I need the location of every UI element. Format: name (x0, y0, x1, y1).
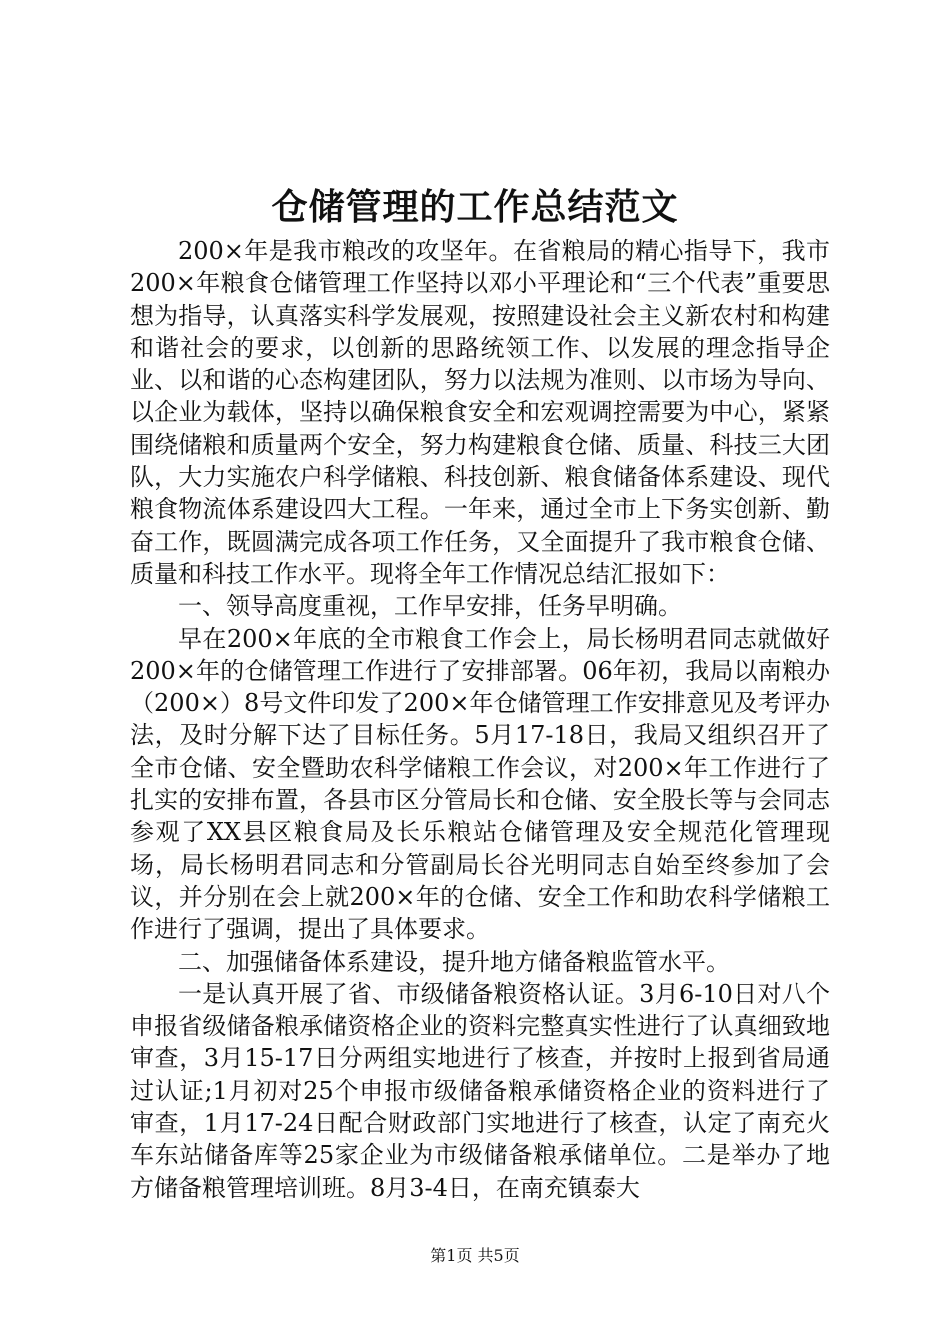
paragraph-intro: 200×年是我市粮改的攻坚年。在省粮局的精心指导下，我市200×年粮食仓储管理工作坚持以邓小平理论和“三个代表”重要思想为指导，认真落实科学发展观，按照建设社会主义新农村和构建和谐社会的要求，以创新的思路统领工作、以发展的理念指导企业、以和谐的心态构建团队，努力以法规为准则、以市场为导向、以企业为载体，坚持以确保粮食安全和宏观调控需要为中心，紧紧围绕储粮和质量两个安全，努力构建粮食仓储、质量、科技三大团队，大力实施农户科学储粮、科技创新、粮食储备体系建设、现代粮食物流体系建设四大工程。一年来，通过全市上下务实创新、勤奋工作，既圆满完成各项工作任务，又全面提升了我市粮食仓储、质量和科技工作水平。现将全年工作情况总结汇报如下： (130, 237, 830, 588)
paragraph-section-2: 一是认真开展了省、市级储备粮资格认证。3月6-10日对八个申报省级储备粮承储资格企业的资料完整真实性进行了认真细致地审查，3月15-17日分两组实地进行了核查，并按时上报到省局通过认证;1月初对25个申报市级储备粮承储资格企业的资料进行了审查，1月17-24日配合财政部门实地进行了核查，认定了南充火车东站储备库等25家企业为市级储备粮承储单位。二是举办了地方储备粮管理培训班。8月3-4日，在南充镇泰大 (130, 979, 830, 1202)
paragraph-section-1: 早在200×年底的全市粮食工作会上，局长杨明君同志就做好200×年的仓储管理工作进行了安排部署。06年初，我局以南粮办（200×）8号文件印发了200×年仓储管理工作安排意见及考评办法，及时分解下达了目标任务。5月17-18日，我局又组织召开了全市仓储、安全暨助农科学储粮工作会议，对200×年工作进行了扎实的安排布置，各县市区分管局长和仓储、安全股长等与会同志参观了XX县区粮食局及长乐粮站仓储管理及安全规范化管理现场，局长杨明君同志和分管副局长谷光明同志自始至终参加了会议，并分别在会上就200×年的仓储、安全工作和助农科学储粮工作进行了强调，提出了具体要求。 (130, 624, 830, 944)
page-footer: 第1页 共5页 (430, 1246, 520, 1265)
section-heading-1: 一、领导高度重视，工作早安排，任务早明确。 (178, 592, 682, 621)
section-heading-2: 二、加强储备体系建设，提升地方储备粮监管水平。 (178, 947, 730, 976)
document-title: 仓储管理的工作总结范文 (271, 186, 679, 228)
document-body (130, 235, 830, 1204)
